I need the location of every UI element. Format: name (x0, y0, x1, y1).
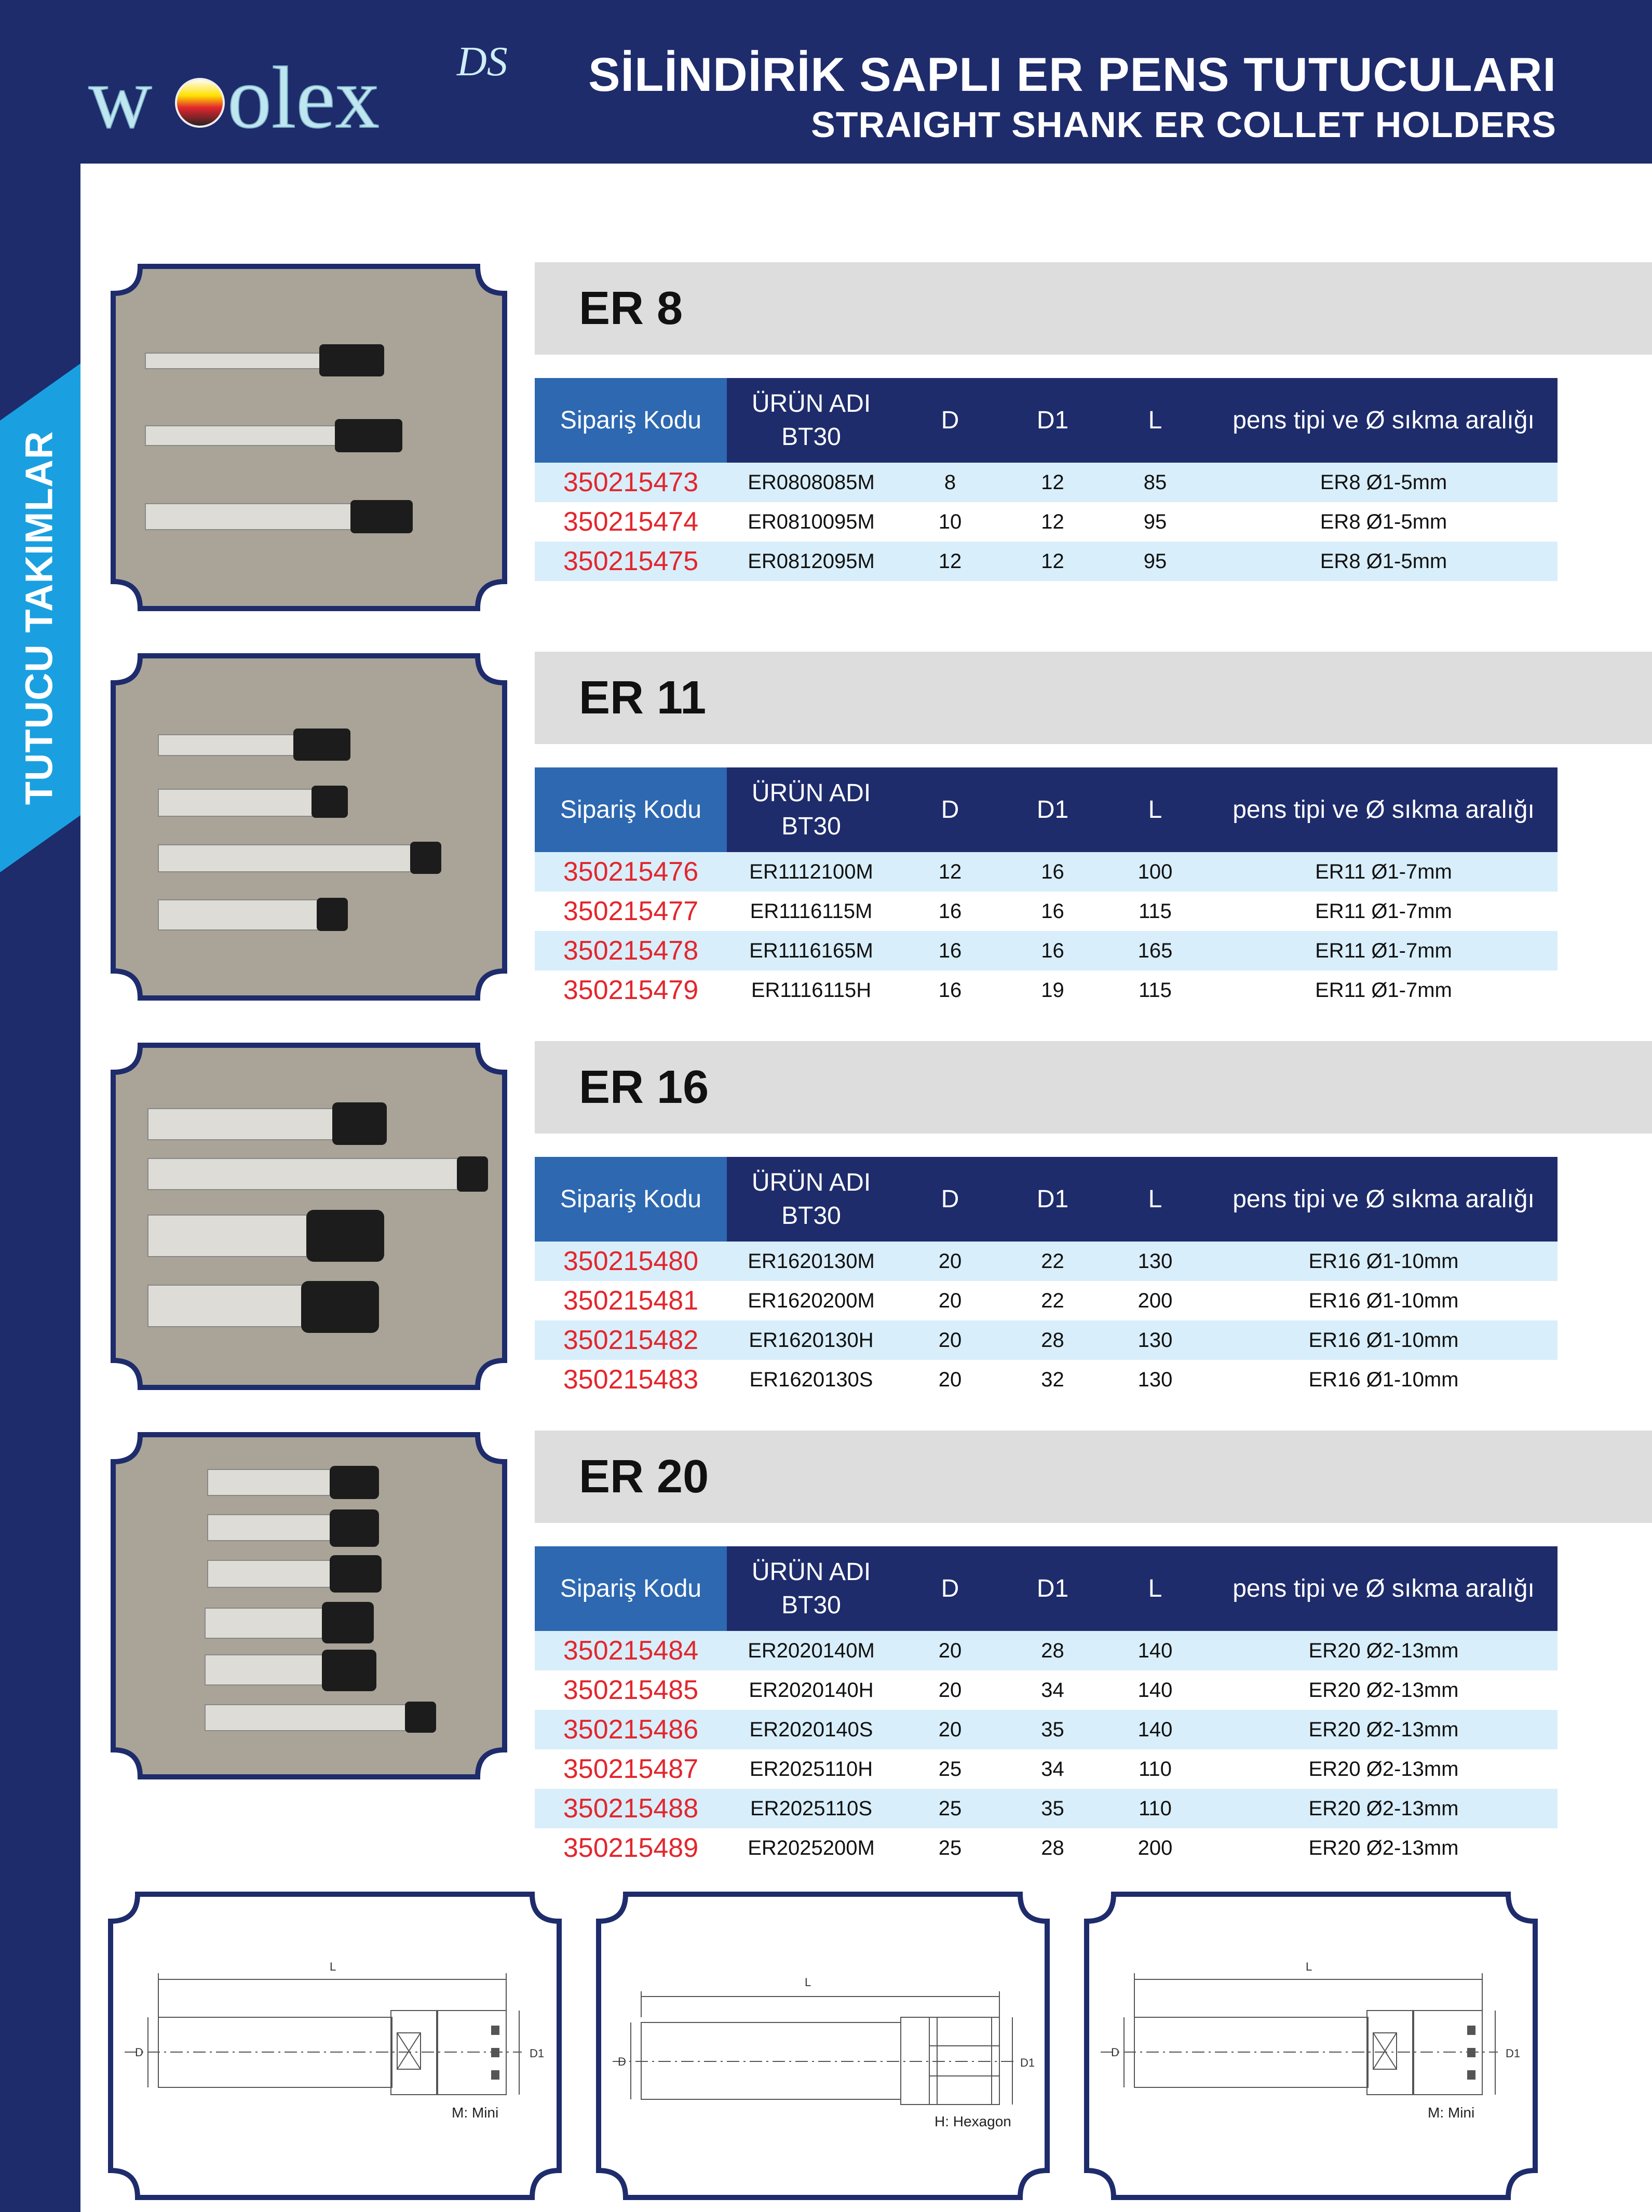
col-header-product-line1: ÜRÜN ADI (751, 779, 871, 807)
spec-table-er16 (535, 1157, 1558, 1399)
table-row (535, 542, 1558, 581)
col-header-product-line2: BT30 (781, 423, 841, 451)
order-code: 350215479 (563, 975, 699, 1005)
dim-d1: 19 (1041, 978, 1064, 1002)
brand-logo (88, 31, 556, 156)
collet-range: ER16 Ø1-10mm (1308, 1368, 1459, 1391)
collet-range: ER20 Ø2-13mm (1210, 1789, 1558, 1828)
table-row (535, 970, 1558, 1010)
dim-l: 85 (1101, 463, 1210, 502)
collet-range: ER11 Ø1-7mm (1315, 978, 1452, 1002)
col-header-product (727, 1157, 896, 1242)
section-header-er20 (535, 1431, 1652, 1523)
dim-l: 140 (1101, 1710, 1210, 1749)
dim-d: 16 (896, 931, 1005, 970)
page-title-en: STRAIGHT SHANK ER COLLET HOLDERS (811, 104, 1556, 145)
dim-d: 20 (938, 1289, 962, 1312)
order-code: 350215489 (563, 1833, 699, 1863)
col-header-d1: D1 (1005, 1157, 1101, 1242)
collet-range: ER16 Ø1-10mm (1210, 1320, 1558, 1360)
col-header-d: D (896, 378, 1005, 463)
col-header-l: L (1101, 767, 1210, 852)
technical-drawing-hexagon (594, 1890, 1051, 2204)
section-header-er11 (535, 652, 1652, 744)
col-header-product-line1: ÜRÜN ADI (751, 1168, 871, 1196)
product-photo-er11 (109, 652, 509, 1002)
collet-range: ER8 Ø1-5mm (1320, 510, 1447, 533)
product-name: ER1620200M (748, 1289, 875, 1312)
col-header-product-line2: BT30 (781, 812, 841, 840)
collet-range: ER16 Ø1-10mm (1308, 1289, 1459, 1312)
col-header-d1: D1 (1005, 378, 1101, 463)
col-header-range: pens tipi ve Ø sıkma aralığı (1210, 1157, 1558, 1242)
dim-d: 16 (938, 978, 962, 1002)
collet-range: ER11 Ø1-7mm (1315, 899, 1452, 923)
product-photo-er20 (109, 1431, 509, 1781)
dim-d: 20 (938, 1368, 962, 1391)
dim-d: 8 (896, 463, 1005, 502)
order-code: 350215475 (535, 542, 727, 581)
table-row (535, 852, 1558, 892)
order-code: 350215486 (535, 1710, 727, 1749)
page-header (0, 0, 1652, 164)
order-code: 350215483 (563, 1365, 699, 1395)
dim-label-d1: D1 (1506, 2047, 1521, 2060)
product-name: ER1620130S (749, 1368, 873, 1391)
dim-d1: 16 (1005, 931, 1101, 970)
col-header-code: Sipariş Kodu (535, 767, 727, 852)
spec-table-er8 (535, 378, 1558, 581)
drawing-type-label: M: Mini (452, 2105, 499, 2121)
order-code: 350215482 (535, 1320, 727, 1360)
order-code: 350215488 (535, 1789, 727, 1828)
dim-d1: 34 (1041, 1678, 1064, 1702)
table-row (535, 1242, 1558, 1281)
product-name: ER2025200M (748, 1836, 875, 1859)
table-row (535, 1320, 1558, 1360)
col-header-code: Sipariş Kodu (535, 1546, 727, 1631)
col-header-l: L (1101, 378, 1210, 463)
col-header-l: L (1101, 1546, 1210, 1631)
order-code: 350215485 (563, 1675, 699, 1705)
dim-d1: 12 (1005, 542, 1101, 581)
product-name: ER2025110H (749, 1757, 873, 1781)
product-name: ER1116165M (727, 931, 896, 970)
dim-l: 165 (1101, 931, 1210, 970)
dim-l: 115 (1139, 978, 1172, 1002)
table-row (535, 1360, 1558, 1399)
col-header-d: D (896, 767, 1005, 852)
technical-drawing-mini-2 (1082, 1890, 1539, 2204)
collet-range: ER11 Ø1-7mm (1210, 852, 1558, 892)
dim-d: 20 (896, 1710, 1005, 1749)
collet-range: ER20 Ø2-13mm (1308, 1757, 1459, 1781)
product-name: ER1620130M (727, 1242, 896, 1281)
product-name: ER0810095M (748, 510, 875, 533)
order-code: 350215480 (535, 1242, 727, 1281)
table-header-row (535, 767, 1558, 852)
dim-l: 130 (1138, 1368, 1173, 1391)
table-header-row (535, 1157, 1558, 1242)
collet-range: ER20 Ø2-13mm (1210, 1710, 1558, 1749)
table-header-row (535, 1546, 1558, 1631)
dim-l: 130 (1101, 1320, 1210, 1360)
spec-table-er20 (535, 1546, 1558, 1868)
table-row (535, 1710, 1558, 1749)
col-header-d1: D1 (1005, 767, 1101, 852)
order-code: 350215474 (563, 507, 699, 537)
product-name: ER1112100M (727, 852, 896, 892)
dim-label-d: D (618, 2055, 626, 2068)
col-header-product (727, 378, 896, 463)
product-photo-er16 (109, 1041, 509, 1392)
spec-table-er11 (535, 767, 1558, 1010)
dim-d1: 28 (1041, 1836, 1064, 1859)
table-header-row (535, 378, 1558, 463)
product-name: ER2020140H (749, 1678, 874, 1702)
brand-ball-icon (176, 79, 224, 127)
dim-d: 25 (938, 1757, 962, 1781)
table-row (535, 1281, 1558, 1320)
col-header-d: D (896, 1546, 1005, 1631)
collet-range: ER20 Ø2-13mm (1308, 1836, 1459, 1859)
section-title: ER 11 (579, 672, 707, 724)
brand-wordmark-w: w (88, 49, 152, 146)
table-row (535, 1631, 1558, 1670)
collet-range: ER20 Ø2-13mm (1210, 1631, 1558, 1670)
dim-l: 95 (1143, 510, 1167, 533)
dim-l: 115 (1139, 899, 1172, 923)
col-header-product-line1: ÜRÜN ADI (751, 389, 871, 417)
dim-label-d: D (135, 2046, 143, 2059)
product-name: ER0808085M (727, 463, 896, 502)
col-header-d1: D1 (1005, 1546, 1101, 1631)
order-code: 350215476 (535, 852, 727, 892)
dim-d: 12 (896, 852, 1005, 892)
section-title: ER 16 (579, 1061, 709, 1113)
dim-d1: 35 (1005, 1789, 1101, 1828)
table-row (535, 1670, 1558, 1710)
dim-d: 25 (896, 1789, 1005, 1828)
dim-d1: 32 (1041, 1368, 1064, 1391)
table-row (535, 1828, 1558, 1868)
col-header-product-line1: ÜRÜN ADI (751, 1558, 871, 1586)
drawing-type-label: M: Mini (1428, 2105, 1475, 2121)
product-name: ER1116115M (750, 899, 873, 923)
dim-d: 20 (896, 1242, 1005, 1281)
collet-range: ER20 Ø2-13mm (1308, 1678, 1459, 1702)
col-header-product-line2: BT30 (781, 1202, 841, 1230)
collet-range: ER8 Ø1-5mm (1210, 542, 1558, 581)
dim-d: 12 (896, 542, 1005, 581)
dim-d1: 34 (1041, 1757, 1064, 1781)
col-header-l: L (1101, 1157, 1210, 1242)
product-photo-er8 (109, 262, 509, 613)
table-row (535, 502, 1558, 542)
dim-d1: 16 (1041, 899, 1064, 923)
table-row (535, 1789, 1558, 1828)
order-code: 350215478 (535, 931, 727, 970)
col-header-d: D (896, 1157, 1005, 1242)
col-header-range: pens tipi ve Ø sıkma aralığı (1210, 378, 1558, 463)
dim-l: 140 (1101, 1631, 1210, 1670)
order-code: 350215473 (535, 463, 727, 502)
dim-l: 95 (1101, 542, 1210, 581)
section-title: ER 20 (579, 1451, 709, 1503)
product-name: ER2020140M (727, 1631, 896, 1670)
dim-l: 130 (1101, 1242, 1210, 1281)
order-code: 350215484 (535, 1631, 727, 1670)
product-name: ER2025110S (727, 1789, 896, 1828)
section-header-er16 (535, 1041, 1652, 1134)
dim-d: 10 (938, 510, 962, 533)
dim-label-l: L (1306, 1960, 1312, 1973)
dim-label-l: L (330, 1960, 336, 1973)
dim-d1: 35 (1005, 1710, 1101, 1749)
brand-suffix: DS (457, 39, 508, 85)
dim-d1: 22 (1005, 1242, 1101, 1281)
dim-d: 20 (938, 1678, 962, 1702)
dim-l: 110 (1101, 1789, 1210, 1828)
table-row (535, 463, 1558, 502)
table-row (535, 892, 1558, 931)
product-name: ER0812095M (727, 542, 896, 581)
dim-d1: 28 (1005, 1631, 1101, 1670)
dim-label-d1: D1 (530, 2047, 545, 2060)
col-header-product-line2: BT30 (781, 1591, 841, 1619)
dim-d: 16 (938, 899, 962, 923)
col-header-range: pens tipi ve Ø sıkma aralığı (1210, 767, 1558, 852)
collet-range: ER16 Ø1-10mm (1210, 1242, 1558, 1281)
table-row (535, 931, 1558, 970)
product-name: ER1620130H (727, 1320, 896, 1360)
col-header-product (727, 1546, 896, 1631)
dim-l: 200 (1138, 1836, 1173, 1859)
dim-l: 200 (1138, 1289, 1173, 1312)
product-name: ER2020140S (727, 1710, 896, 1749)
dim-label-d1: D1 (1020, 2056, 1035, 2069)
section-header-er8 (535, 262, 1652, 355)
table-row (535, 1749, 1558, 1789)
dim-l: 110 (1139, 1757, 1172, 1781)
product-name: ER1116115H (751, 978, 872, 1002)
col-header-product (727, 767, 896, 852)
col-header-range: pens tipi ve Ø sıkma aralığı (1210, 1546, 1558, 1631)
order-code: 350215477 (563, 896, 699, 926)
dim-d: 20 (896, 1320, 1005, 1360)
dim-d1: 12 (1041, 510, 1064, 533)
dim-d1: 28 (1005, 1320, 1101, 1360)
col-header-code: Sipariş Kodu (535, 1157, 727, 1242)
brand-wordmark: olex (227, 49, 380, 146)
section-title: ER 8 (579, 282, 683, 334)
dim-l: 140 (1138, 1678, 1173, 1702)
dim-label-l: L (805, 1976, 811, 1989)
collet-range: ER8 Ø1-5mm (1210, 463, 1558, 502)
dim-d1: 16 (1005, 852, 1101, 892)
dim-label-d: D (1111, 2046, 1119, 2059)
dim-l: 100 (1101, 852, 1210, 892)
dim-d1: 22 (1041, 1289, 1064, 1312)
dim-d1: 12 (1005, 463, 1101, 502)
page-title-tr: SİLİNDİRİK SAPLI ER PENS TUTUCULARI (588, 48, 1556, 101)
order-code: 350215487 (563, 1754, 699, 1784)
technical-drawing-mini-1 (106, 1890, 563, 2204)
order-code: 350215481 (563, 1286, 699, 1316)
dim-d: 20 (896, 1631, 1005, 1670)
collet-range: ER11 Ø1-7mm (1210, 931, 1558, 970)
dim-d: 25 (938, 1836, 962, 1859)
side-category-label: TUTUCU TAKIMLAR (17, 430, 61, 805)
col-header-code: Sipariş Kodu (535, 378, 727, 463)
drawing-type-label: H: Hexagon (935, 2113, 1011, 2129)
